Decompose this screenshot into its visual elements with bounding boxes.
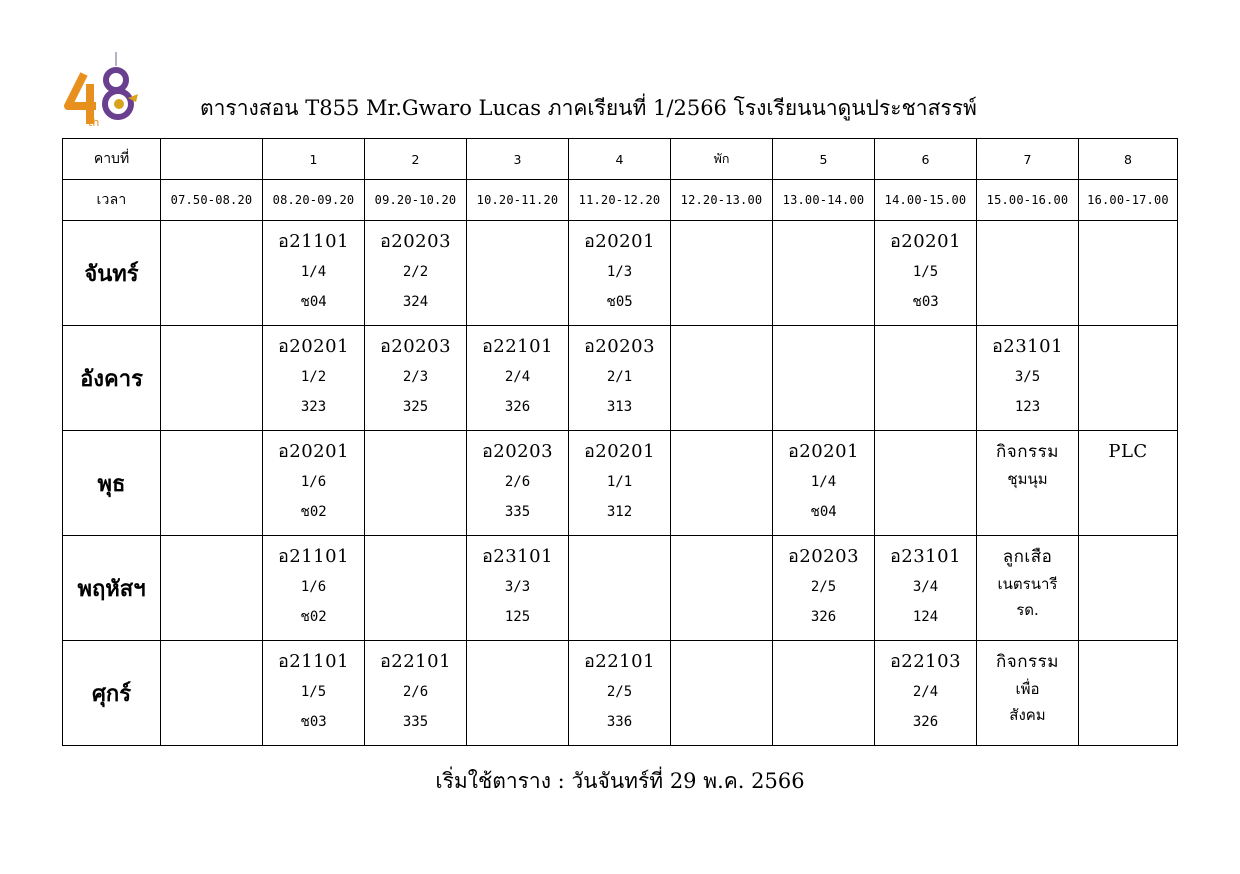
class-slot: [263, 326, 365, 431]
class-slot: [569, 326, 671, 431]
class-group: 2/6: [504, 474, 531, 490]
class-slot: [161, 431, 263, 536]
subject-code: PLC: [1108, 441, 1148, 462]
room: 325: [402, 399, 429, 415]
subject-code: อ20201: [583, 441, 656, 462]
subject-code: อ22101: [379, 651, 452, 672]
activity-text: สังคม: [1009, 706, 1046, 724]
subject-code: อ20201: [583, 231, 656, 252]
room: ช03: [300, 714, 327, 730]
class-group: 2/4: [504, 369, 531, 385]
subject-code: อ23101: [481, 546, 554, 567]
period-header-cell: 7: [977, 139, 1079, 180]
class-slot: [977, 536, 1079, 641]
class-group: 2/5: [810, 579, 837, 595]
class-group: 2/6: [402, 684, 429, 700]
class-slot: [263, 536, 365, 641]
activity-text: กิจกรรม: [995, 442, 1059, 462]
class-slot: [569, 641, 671, 746]
period-header-cell: 2: [365, 139, 467, 180]
time-cell: 11.20-12.20: [569, 180, 671, 221]
activity-text: ลูกเสือ: [1002, 547, 1053, 567]
class-group: 1/5: [300, 684, 327, 700]
day-label: ศุกร์: [63, 641, 161, 746]
room: 323: [300, 399, 327, 415]
day-row: [63, 221, 1178, 326]
subject-code: อ20203: [379, 231, 452, 252]
class-slot: [1079, 221, 1178, 326]
class-slot: [1079, 536, 1178, 641]
start-date-note: เริ่มใช้ตาราง : วันจันทร์ที่ 29 พ.ค. 2566: [435, 769, 805, 793]
class-slot: [977, 641, 1079, 746]
activity-text: เพื่อ: [1015, 680, 1040, 698]
room: ช04: [810, 504, 837, 520]
room: 335: [402, 714, 429, 730]
subject-code: อ20203: [379, 336, 452, 357]
activity-text: ชุมนุม: [1007, 470, 1048, 488]
period-header-cell: 8: [1079, 139, 1178, 180]
time-cell: 08.20-09.20: [263, 180, 365, 221]
subject-code: อ20201: [787, 441, 860, 462]
subject-code: อ21101: [277, 231, 350, 252]
class-slot: [365, 221, 467, 326]
day-label: อังคาร: [63, 326, 161, 431]
class-slot: [671, 431, 773, 536]
class-group: 1/6: [300, 474, 327, 490]
room: 326: [912, 714, 939, 730]
room: 326: [504, 399, 531, 415]
subject-code: อ20201: [277, 441, 350, 462]
class-slot: [365, 431, 467, 536]
logo-suffix: th: [88, 116, 100, 128]
class-slot: [365, 326, 467, 431]
class-slot: [569, 536, 671, 641]
class-slot: [977, 326, 1079, 431]
class-slot: [875, 221, 977, 326]
activity-text: เนตรนารี: [997, 575, 1058, 593]
class-group: 2/4: [912, 684, 939, 700]
timetable: [62, 138, 1178, 746]
class-slot: [467, 536, 569, 641]
class-group: 1/4: [810, 474, 837, 490]
period-header-cell: 1: [263, 139, 365, 180]
period-header-cell: 5: [773, 139, 875, 180]
class-group: 3/5: [1014, 369, 1041, 385]
class-group: 2/2: [402, 264, 429, 280]
period-header-row: [63, 139, 1178, 180]
period-header-cell: 4: [569, 139, 671, 180]
room: 124: [912, 609, 939, 625]
day-row: [63, 536, 1178, 641]
room: ช04: [300, 294, 327, 310]
class-slot: [263, 641, 365, 746]
class-slot: [1079, 431, 1178, 536]
room: 335: [504, 504, 531, 520]
class-slot: [365, 536, 467, 641]
class-group: 1/6: [300, 579, 327, 595]
class-slot: [263, 221, 365, 326]
time-row: [63, 180, 1178, 221]
class-group: 3/4: [912, 579, 939, 595]
class-slot: [1079, 641, 1178, 746]
time-cell: 16.00-17.00: [1079, 180, 1178, 221]
day-label: จันทร์: [63, 221, 161, 326]
room: 336: [606, 714, 633, 730]
subject-code: อ20201: [889, 231, 962, 252]
class-slot: [773, 536, 875, 641]
time-cell: 09.20-10.20: [365, 180, 467, 221]
subject-code: อ22103: [889, 651, 962, 672]
subject-code: อ20203: [481, 441, 554, 462]
period-label: คาบที่: [63, 139, 161, 180]
class-slot: [467, 641, 569, 746]
class-slot: [161, 326, 263, 431]
class-group: 3/3: [504, 579, 531, 595]
period-header-cell: [161, 139, 263, 180]
time-cell: 15.00-16.00: [977, 180, 1079, 221]
class-slot: [671, 221, 773, 326]
class-slot: [467, 221, 569, 326]
time-cell: 13.00-14.00: [773, 180, 875, 221]
class-group: 1/5: [912, 264, 939, 280]
class-group: 1/4: [300, 264, 327, 280]
room: 123: [1014, 399, 1041, 415]
class-group: 1/2: [300, 369, 327, 385]
class-slot: [977, 221, 1079, 326]
period-header-cell: พัก: [671, 139, 773, 180]
class-group: 1/1: [606, 474, 633, 490]
class-slot: [773, 221, 875, 326]
class-group: 2/5: [606, 684, 633, 700]
time-cell: 14.00-15.00: [875, 180, 977, 221]
day-row: [63, 431, 1178, 536]
room: 125: [504, 609, 531, 625]
room: 313: [606, 399, 633, 415]
subject-code: อ21101: [277, 651, 350, 672]
room: 312: [606, 504, 633, 520]
class-slot: [467, 326, 569, 431]
room: ช05: [606, 294, 633, 310]
class-slot: [467, 431, 569, 536]
time-cell: 12.20-13.00: [671, 180, 773, 221]
day-label: พฤหัสฯ: [63, 536, 161, 641]
subject-code: อ23101: [889, 546, 962, 567]
class-slot: [161, 221, 263, 326]
time-label: เวลา: [63, 180, 161, 221]
subject-code: อ20201: [277, 336, 350, 357]
class-slot: [875, 641, 977, 746]
room: 326: [810, 609, 837, 625]
class-slot: [671, 326, 773, 431]
class-slot: [773, 326, 875, 431]
subject-code: อ20203: [787, 546, 860, 567]
class-slot: [161, 641, 263, 746]
room: 324: [402, 294, 429, 310]
class-slot: [671, 641, 773, 746]
class-slot: [161, 536, 263, 641]
day-row: [63, 641, 1178, 746]
subject-code: อ21101: [277, 546, 350, 567]
period-header-cell: 6: [875, 139, 977, 180]
class-group: 2/3: [402, 369, 429, 385]
class-slot: [569, 221, 671, 326]
class-slot: [1079, 326, 1178, 431]
subject-code: อ23101: [991, 336, 1064, 357]
subject-code: อ22101: [583, 651, 656, 672]
class-slot: [875, 326, 977, 431]
time-cell: 10.20-11.20: [467, 180, 569, 221]
class-slot: [569, 431, 671, 536]
class-slot: [365, 641, 467, 746]
time-cell: 07.50-08.20: [161, 180, 263, 221]
class-slot: [773, 431, 875, 536]
page-title: ตารางสอน T855 Mr.Gwaro Lucas ภาคเรียนที่ 1/2566 โรงเรียนนาดูนประชาสรรพ์: [200, 96, 977, 120]
room: ช02: [300, 609, 327, 625]
class-group: 2/1: [606, 369, 633, 385]
subject-code: อ20203: [583, 336, 656, 357]
class-group: 1/3: [606, 264, 633, 280]
subject-code: อ22101: [481, 336, 554, 357]
day-row: [63, 326, 1178, 431]
period-header-cell: 3: [467, 139, 569, 180]
school-logo: [64, 44, 144, 128]
activity-text: กิจกรรม: [995, 652, 1059, 672]
class-slot: [977, 431, 1079, 536]
class-slot: [875, 431, 977, 536]
day-label: พุธ: [63, 431, 161, 536]
class-slot: [263, 431, 365, 536]
room: ช03: [912, 294, 939, 310]
class-slot: [773, 641, 875, 746]
activity-text: รด.: [1016, 601, 1039, 619]
class-slot: [671, 536, 773, 641]
room: ช02: [300, 504, 327, 520]
class-slot: [875, 536, 977, 641]
